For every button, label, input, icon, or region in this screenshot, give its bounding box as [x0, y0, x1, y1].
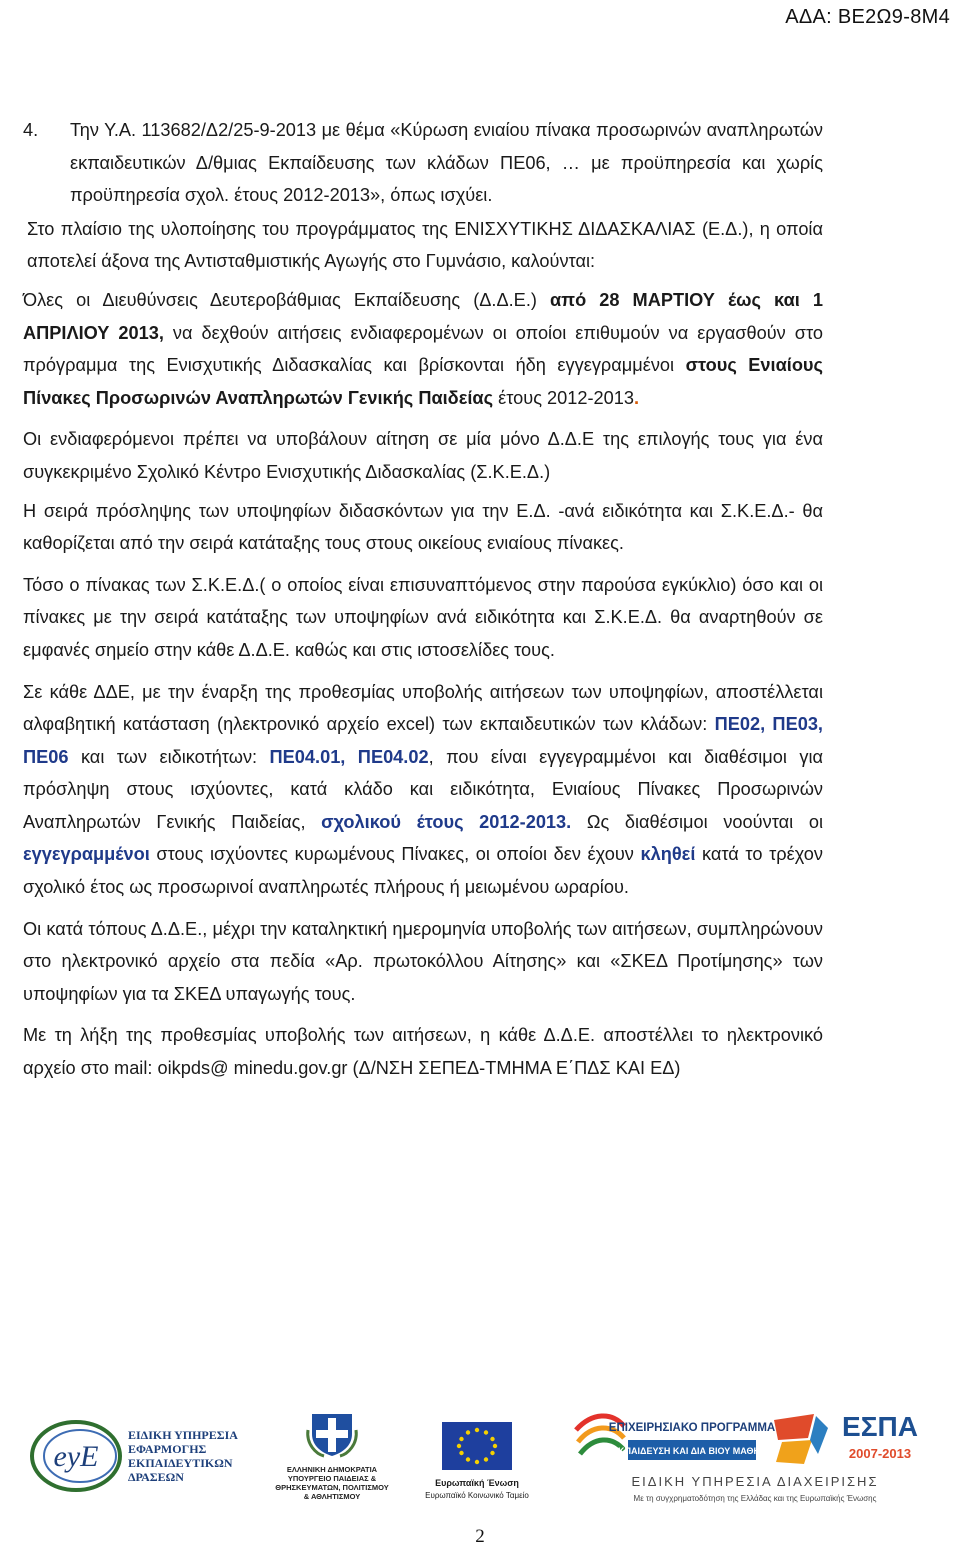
paragraph-email: Με τη λήξη της προθεσμίας υποβολής των αιτήσεων, η κάθε Δ.Δ.Ε. αποστέλλει το ηλεκτρονικό αρχείο στο mail: oikpds@ minedu.gov.gr (Δ/ΝΣΗ ΣΕΠΕΔ-ΤΜΗΜΑ Ε΄ΠΔΣ ΚΑΙ ΕΔ): [23, 1025, 823, 1079]
managing-authority-text: ΕΙΔΙΚΗ ΥΠΗΡΕΣΙΑ ΔΙΑΧΕΙΡΙΣΗΣ: [631, 1474, 879, 1489]
text-run: έτους 2012-2013: [493, 387, 634, 408]
operational-programme-logo: [572, 1410, 776, 1468]
greek-ministry-logo: [272, 1410, 392, 1500]
document-body: [23, 114, 823, 1085]
item-number: 4.: [23, 120, 39, 140]
eu-logo: [402, 1422, 552, 1502]
operational-programme-icon: [572, 1410, 776, 1468]
svg-text:eyE: eyE: [53, 1440, 99, 1473]
bold-branches: ΠΕ02, ΠΕ03, ΠΕ06: [23, 714, 823, 767]
text-run: να δεχθούν αιτήσεις ενδιαφερομένων οι οποίοι επιθυμούν να εργασθούν στο πρόγραμμα της Ενισχυτικής Διδασκαλίας και βρίσκονται ήδη εγγεγραμμένοι: [23, 322, 823, 376]
eu-subtext: Ευρωπαϊκό Κοινωνικό Ταμείο: [425, 1491, 529, 1500]
greek-emblem-icon: [306, 1410, 358, 1458]
item-text: Την Υ.Α. 113682/Δ2/25-9-2013 με θέμα «Κύρωση ενιαίου πίνακα προσωρινών αναπληρωτών εκπαιδευτικών Δ/θμιας Εκπαίδευσης των κλάδων ΠΕ06, … με προϋπηρεσία και χωρίς προϋπηρεσία σχολ. έτους 2012-2013», όπως ισχύει.: [70, 120, 823, 206]
paragraph-context: Στο πλαίσιο της υλοποίησης του προγράμματος της ΕΝΙΣΧΥΤΙΚΗΣ ΔΙΔΑΣΚΑΛΙΑΣ (Ε.Δ.), η οποία αποτελεί άξονα της Αντισταθμιστικής Αγωγής στο Γυμνάσιο, καλούνται:: [27, 218, 823, 272]
eu-text: Ευρωπαϊκή Ένωση: [435, 1478, 519, 1488]
paragraph-alphabetical-list: [23, 676, 823, 904]
espa-icon: [768, 1410, 938, 1470]
svg-text:ΕΚΠΑΙΔΕΥΣΗ ΚΑΙ ΔΙΑ ΒΙΟΥ ΜΑΘΗΣΗ: ΕΚΠΑΙΔΕΥΣΗ ΚΑΙ ΔΙΑ ΒΙΟΥ ΜΑΘΗΣΗ: [612, 1446, 772, 1456]
svg-text:2007-2013: 2007-2013: [848, 1446, 912, 1461]
paragraph-order: Η σειρά πρόσληψης των υποψηφίων διδασκόντων για την Ε.Δ. -ανά ειδικότητα και Σ.Κ.Ε.Δ.- θα καθορίζεται από την σειρά κατάταξης τους στους οικείους ενιαίους πίνακες.: [23, 500, 823, 554]
text-run: , που είναι εγγεγραμμένοι και διαθέσιμοι για πρόσληψη στους ισχύοντες, κατά κλάδο και ειδικότητα, Ενιαίους Πίνακες Προσωρινών Αναπληρωτών Γενικής Παιδείας,: [23, 746, 823, 832]
paragraph-local-offices: Οι κατά τόπους Δ.Δ.Ε., μέχρι την καταληκτική ημερομηνία υποβολής των αιτήσεων, συμπληρώνουν στο ηλεκτρονικό αρχείο στα πεδία «Αρ. πρωτοκόλλου Αίτησης» και «ΣΚΕΔ Προτίμησης» των υποψηφίων για τα ΣΚΕΔ υπαγωγής τους.: [23, 918, 823, 1004]
cofinancing-text: Με τη συγχρηματοδότηση της Ελλάδας και της Ευρωπαϊκής Ένωσης: [633, 1494, 877, 1503]
svg-text:ΕΣΠΑ: ΕΣΠΑ: [842, 1411, 918, 1442]
bold-school-year: σχολικού έτους 2012-2013.: [321, 811, 572, 832]
eye-logo: [30, 1416, 258, 1496]
bold-registered: εγγεγραμμένοι: [23, 844, 150, 865]
paragraph-tables: Τόσο ο πίνακας των Σ.Κ.Ε.Δ.( ο οποίος είναι επισυναπτόμενος στην παρούσα εγκύκλιο) όσο και οι πίνακες με την σειρά κατάταξης των υποψηφίων ανά ειδικότητα και Σ.Κ.Ε.Δ. θα αναρτηθούν σε εμφανές σημείο στην κάθε Δ.Δ.Ε. καθώς και στις ιστοσελίδες τους.: [23, 574, 823, 660]
eye-logo-text: ΕΙΔΙΚΗ ΥΠΗΡΕΣΙΑ ΕΦΑΡΜΟΓΗΣ ΕΚΠΑΙΔΕΥΤΙΚΩΝ ΔΡΑΣΕΩΝ: [128, 1428, 238, 1484]
ada-code: ΑΔΑ: ΒΕ2Ω9-8Μ4: [785, 6, 950, 28]
orange-dot: .: [634, 387, 640, 408]
espa-logo: [768, 1410, 938, 1470]
paragraph-invitation: [23, 284, 823, 414]
text-run: Ως διαθέσιμοι νοούνται οι: [571, 811, 823, 832]
eu-flag-icon: [442, 1422, 512, 1470]
page-number: 2: [475, 1526, 485, 1547]
greek-ministry-text: ΕΛΛΗΝΙΚΗ ΔΗΜΟΚΡΑΤΙΑ ΥΠΟΥΡΓΕΙΟ ΠΑΙΔΕΙΑΣ & ΘΡΗΣΚΕΥΜΑΤΩΝ, ΠΟΛΙΤΙΣΜΟΥ & ΑΘΛΗΤΙΣΜΟΥ: [275, 1465, 389, 1501]
paragraph-one-application: Οι ενδιαφερόμενοι πρέπει να υποβάλουν αίτηση σε μία μόνο Δ.Δ.Ε της επιλογής τους για ένα συγκεκριμένο Σχολικό Κέντρο Ενισχυτικής Διδασκαλίας (Σ.Κ.Ε.Δ.): [23, 429, 823, 482]
list-item-4: [23, 114, 823, 212]
text-run: στους ισχύοντες κυρωμένους Πίνακες, οι οποίοι δεν έχουν: [149, 844, 641, 865]
text-run: και των ειδικοτήτων:: [68, 746, 270, 767]
svg-text:ΕΠΙΧΕΙΡΗΣΙΑΚΟ ΠΡΟΓΡΑΜΜΑ: ΕΠΙΧΕΙΡΗΣΙΑΚΟ ΠΡΟΓΡΑΜΜΑ: [608, 1422, 776, 1434]
bold-specialties: ΠΕ04.01, ΠΕ04.02: [269, 746, 429, 767]
text-run: κατά το τρέχον σχολικό έτος ως προσωρινοί αναπληρωτές πλήρους ή μειωμένου ωραρίου.: [23, 844, 823, 898]
eye-logo-icon: [30, 1416, 126, 1494]
bold-dates: από 28 ΜΑΡΤΙΟΥ έως και 1 ΑΠΡΙΛΙΟΥ 2013,: [23, 289, 823, 343]
footer-logos: [0, 1408, 960, 1504]
bold-tables: στους Ενιαίους Πίνακες Προσωρινών Αναπληρωτών Γενικής Παιδείας: [23, 355, 823, 408]
text-run: Σε κάθε ΔΔΕ, με την έναρξη της προθεσμίας υποβολής αιτήσεων των υποψηφίων, αποστέλλεται αλφαβητική κατάσταση (ηλεκτρονικό αρχείο excel) των εκπαιδευτικών των κλάδων:: [23, 681, 823, 735]
text-run: Όλες οι Διευθύνσεις Δευτεροβάθμιας Εκπαίδευσης (Δ.Δ.Ε.): [23, 289, 550, 310]
bold-called: κληθεί: [640, 844, 696, 865]
